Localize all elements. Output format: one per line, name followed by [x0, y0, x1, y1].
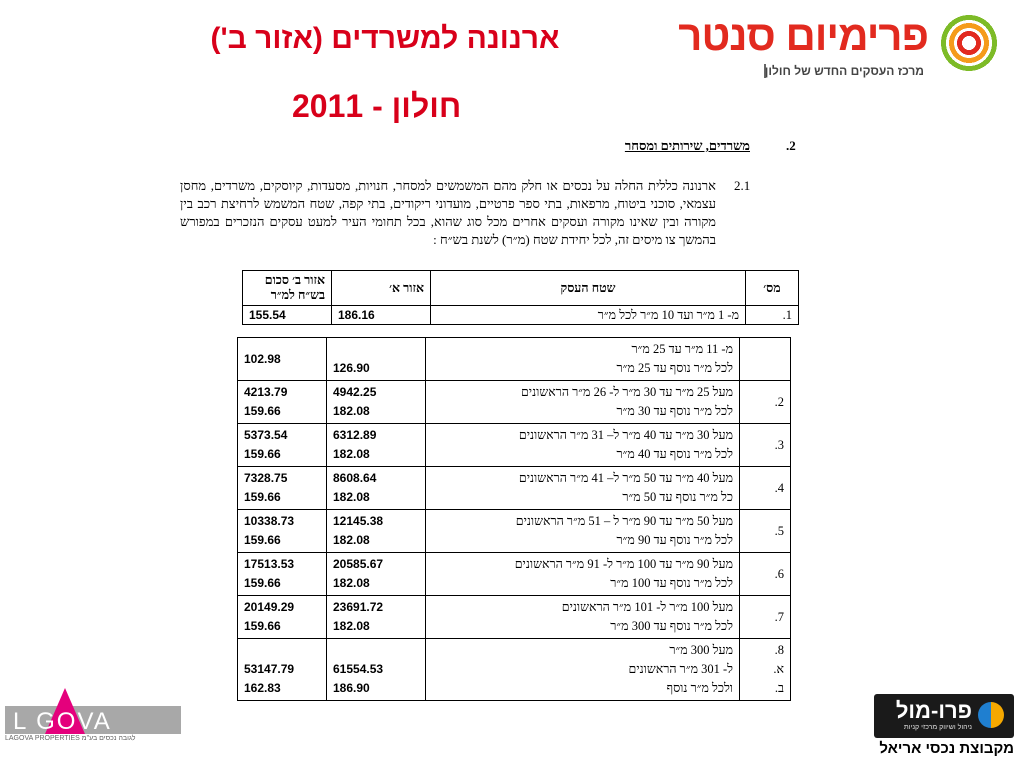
lagova-wordmark: L GOVA [13, 708, 112, 735]
row-number [740, 338, 791, 381]
header-zone-a: אזור א׳ [332, 271, 431, 306]
brand-name: פרימיום סנטר [678, 12, 928, 59]
prumol-mark-icon [978, 702, 1004, 728]
section-number: 2. [786, 138, 796, 153]
row-number: 5. [740, 510, 791, 553]
row-description: מעל 100 מ״ר ל- 101 מ״ר הראשונים לכל מ״ר נוסף עד 300 מ״ר [426, 596, 740, 639]
prumol-logo [874, 694, 1014, 760]
row-zone-a: 6312.89 182.08 [327, 424, 426, 467]
row-description: מעל 30 מ״ר עד 40 מ״ר ל– 31 מ״ר הראשונים לכל מ״ר נוסף עד 40 מ״ר [426, 424, 740, 467]
slide-title: ארנונה למשרדים (אזור ב') [210, 22, 560, 55]
row-zone-b: 155.54 [243, 306, 332, 325]
paragraph-number: 2.1 [734, 178, 751, 193]
row-zone-b: 20149.29 159.66 [238, 596, 327, 639]
row-zone-b: 10338.73 159.66 [238, 510, 327, 553]
row-number: 3. [740, 424, 791, 467]
row-zone-a: 12145.38 182.08 [327, 510, 426, 553]
section-title: משרדים, שירותים ומסחר [624, 138, 750, 153]
header-number: מס׳ [746, 271, 799, 306]
row-zone-a: 8608.64 182.08 [327, 467, 426, 510]
lagova-subtitle: LAGOVA PROPERTIES לגובה נכסים בע"מ [5, 735, 136, 742]
prumol-tagline: ניהול ושיווק מרכזי קניות [903, 724, 972, 731]
table-row [238, 381, 791, 424]
table-row [238, 639, 791, 701]
table-row [238, 553, 791, 596]
table-row [243, 306, 799, 325]
paragraph-text: ארנונה כללית החלה על נכסים או חלק מהם המשמשים למסחר, חנויות, מסעדות, קיוסקים, משרדים, מחסן עצמאי, סוכני ביטוח, מרפאות, בתי ספר פרטיים, מועדוני ריקודים, בתי קפה, שטח המשמש לרחיצת רכב בין מקורה ובין שאינו מקורה ועסקים אחרים מכל סוג שהוא, בכל תחומי העיר למעט עסקים הנזכרים במפורש בהמשך צו מיסים זה, לכל יחידת שטח (מ״ר) לשנת בש״ח : [180, 178, 716, 247]
row-description: מעל 50 מ״ר עד 90 מ״ר ל – 51 מ״ר הראשונים לכל מ״ר נוסף עד 90 מ״ר [426, 510, 740, 553]
row-zone-b: 53147.79 162.83 [238, 639, 327, 701]
row-zone-a: 20585.67 182.08 [327, 553, 426, 596]
header-area: שטח העסק [431, 271, 746, 306]
row-number: 1. [746, 306, 799, 325]
table-row [238, 424, 791, 467]
row-zone-b: 7328.75 159.66 [238, 467, 327, 510]
rates-table [237, 337, 791, 701]
slide-subtitle: חולון - 2011 [292, 88, 462, 124]
row-zone-b: 5373.54 159.66 [238, 424, 327, 467]
row-zone-a: 186.16 [332, 306, 431, 325]
brand-tagline: מרכז העסקים החדש של חולון [764, 64, 924, 78]
table-header-row [243, 271, 799, 306]
header-zone-b: אזור ב׳ סכום בש״ח למ״ר [243, 271, 332, 306]
table-row [238, 338, 791, 381]
row-description: מעל 25 מ״ר עד 30 מ״ר ל- 26 מ״ר הראשונים לכל מ״ר נוסף עד 30 מ״ר [426, 381, 740, 424]
row-description: מ- 11 מ״ר עד 25 מ״ר לכל מ״ר נוסף עד 25 מ״ר [426, 338, 740, 381]
table-row [238, 596, 791, 639]
rates-header-table [242, 270, 799, 325]
row-zone-b: 4213.79 159.66 [238, 381, 327, 424]
row-zone-a: 126.90 [327, 338, 426, 381]
table-row [238, 510, 791, 553]
row-zone-b: 102.98 [238, 338, 327, 381]
row-number: 4. [740, 467, 791, 510]
prumol-group: מקבוצת נכסי אריאל [879, 740, 1014, 757]
row-description: מ- 1 מ״ר ועד 10 מ״ר לכל מ״ר [431, 306, 746, 325]
table-row [238, 467, 791, 510]
prumol-name: פרו-מול [895, 698, 972, 723]
row-zone-a: 4942.25 182.08 [327, 381, 426, 424]
row-number: 8. א. ב. [740, 639, 791, 701]
row-zone-b: 17513.53 159.66 [238, 553, 327, 596]
row-description: מעל 40 מ״ר עד 50 מ״ר ל– 41 מ״ר הראשונים כל מ״ר נוסף עד 50 מ״ר [426, 467, 740, 510]
premium-center-logo [678, 8, 1010, 80]
row-description: מעל 90 מ״ר עד 100 מ״ר ל- 91 מ״ר הראשונים לכל מ״ר נוסף עד 100 מ״ר [426, 553, 740, 596]
row-zone-a: 61554.53 186.90 [327, 639, 426, 701]
row-number: 7. [740, 596, 791, 639]
lagova-logo [5, 688, 181, 744]
row-number: 6. [740, 553, 791, 596]
row-number: 2. [740, 381, 791, 424]
swirl-logo-icon [938, 12, 1000, 74]
row-description: מעל 300 מ״ר ל- 301 מ״ר הראשונים ולכל מ״ר נוסף [426, 639, 740, 701]
row-zone-a: 23691.72 182.08 [327, 596, 426, 639]
